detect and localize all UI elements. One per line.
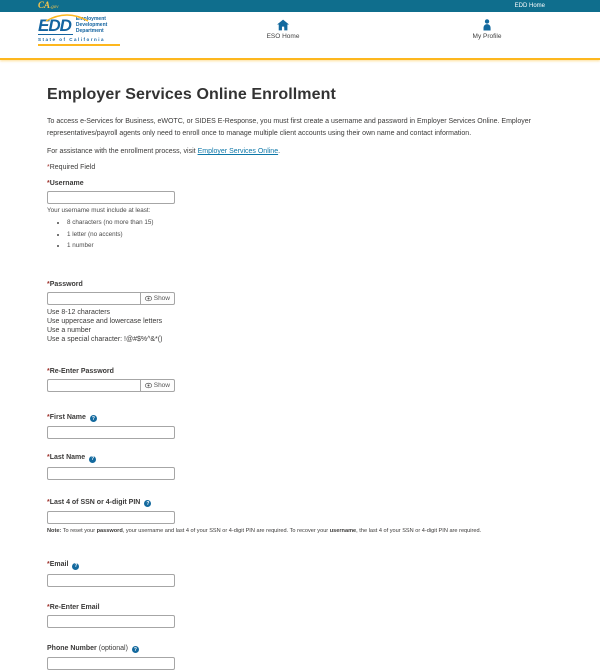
help-icon[interactable]: ?: [91, 456, 95, 463]
reenter-password-show-button[interactable]: [140, 379, 175, 392]
spacer: [47, 439, 560, 454]
nav-eso-home-label: ESO Home: [266, 33, 300, 40]
eye-icon: [145, 383, 152, 388]
required-field-label: Required Field: [49, 164, 96, 171]
page-title: Employer Services Online Enrollment: [47, 86, 336, 103]
help-icon[interactable]: ?: [74, 563, 78, 570]
ca-gov-logo-suffix: .gov: [50, 5, 59, 10]
required-marker: *: [47, 367, 50, 375]
reenter-password-label: [47, 368, 560, 375]
password-show-button[interactable]: [140, 292, 175, 305]
spacer: [47, 480, 560, 499]
password-hint-item: Use uppercase and lowercase letters: [47, 317, 163, 325]
email-label-text: Email: [49, 561, 69, 569]
ca-gov-logo-text: CA: [38, 0, 51, 10]
edd-logo-text: EDD: [38, 16, 71, 35]
password-label: [47, 281, 560, 288]
site-header: [0, 12, 600, 58]
username-hint-title: Your username must include at least:: [47, 207, 151, 214]
first-name-input[interactable]: [47, 426, 175, 439]
phone-optional-label: (optional): [98, 644, 128, 652]
phone-input[interactable]: [47, 657, 175, 670]
last-name-input[interactable]: [47, 467, 175, 480]
help-icon[interactable]: ?: [133, 646, 137, 653]
help-icon[interactable]: ?: [146, 500, 150, 507]
assistance-suffix: .: [278, 148, 281, 155]
spacer: [47, 345, 560, 368]
required-marker: *: [47, 454, 50, 462]
edd-dept-line2: Development: [75, 21, 108, 28]
intro-paragraph: To access e-Services for Business, eWOTC, or SIDES E-Response, you must first create a username and password in Employer Services Online. Employer representatives/payroll agents only need to enroll once to manage multiple client accounts using their own name and contact information.: [47, 118, 531, 137]
email-group: [47, 561, 560, 587]
reenter-password-field: [47, 379, 175, 392]
phone-label-text: Phone Number: [47, 644, 97, 652]
required-marker: *: [47, 180, 50, 187]
person-icon: [482, 19, 493, 31]
required-marker: *: [47, 413, 50, 421]
home-icon: [277, 19, 290, 31]
email-label: [47, 561, 560, 570]
first-name-group: [47, 414, 560, 440]
assistance-text: [47, 148, 560, 155]
help-icon[interactable]: ?: [91, 415, 95, 422]
main-content: [0, 60, 600, 670]
reenter-email-input[interactable]: [47, 615, 175, 628]
password-hint-item: Use 8-12 characters: [47, 308, 111, 316]
nav-my-profile[interactable]: [473, 19, 502, 40]
note-bold: Note:: [47, 528, 62, 535]
username-hint-item: • 1 number: [67, 242, 560, 249]
edd-logo[interactable]: [38, 17, 120, 46]
phone-label: [47, 645, 560, 654]
password-hints: [47, 308, 560, 345]
ssn-pin-label: [47, 499, 560, 508]
username-hint-item: • 8 characters (no more than 15): [67, 219, 560, 226]
nav-eso-home[interactable]: [267, 19, 300, 40]
required-marker: *: [47, 603, 50, 611]
utility-bar: [0, 0, 600, 12]
last-name-label: [47, 454, 560, 463]
required-marker: *: [47, 164, 50, 171]
required-marker: *: [47, 280, 50, 288]
password-hint-item: Use a special character: !@#$%^&*(): [47, 336, 163, 344]
nav-my-profile-label: My Profile: [472, 33, 502, 40]
password-show-label: Show: [153, 294, 170, 302]
edd-logo-tagline: State of California: [38, 37, 120, 46]
first-name-label: [47, 414, 560, 423]
reenter-password-label-text: Re-Enter Password: [49, 367, 114, 375]
spacer: [47, 254, 560, 281]
spacer: [47, 628, 560, 645]
password-input[interactable]: [47, 292, 140, 305]
reenter-email-label: [47, 604, 560, 611]
username-group: [47, 180, 560, 249]
ssn-pin-input[interactable]: [47, 511, 175, 524]
note-bold: username: [329, 528, 357, 535]
ssn-pin-label-text: Last 4 of SSN or 4-digit PIN: [49, 498, 141, 506]
password-field: [47, 292, 175, 305]
reenter-email-label-text: Re-Enter Email: [49, 603, 100, 611]
last-name-group: [47, 454, 560, 480]
username-input[interactable]: [47, 191, 175, 204]
assistance-prefix: For assistance with the enrollment process, visit: [47, 148, 198, 155]
email-input[interactable]: [47, 574, 175, 587]
note-bold: password: [96, 528, 123, 535]
ssn-pin-group: [47, 499, 560, 535]
password-label-text: Password: [49, 280, 83, 288]
employer-services-online-link[interactable]: Employer Services Online: [197, 148, 279, 155]
note-text: To reset your: [61, 528, 97, 535]
reenter-password-input[interactable]: [47, 379, 140, 392]
password-hint-item: Use a number: [47, 327, 91, 335]
first-name-label-text: First Name: [49, 413, 86, 421]
required-marker: *: [47, 498, 50, 506]
edd-home-link[interactable]: EDD Home: [514, 3, 545, 9]
edd-dept-line1: Employment: [75, 16, 106, 22]
phone-group: [47, 645, 560, 670]
reenter-password-show-label: Show: [153, 381, 170, 389]
spacer: [47, 392, 560, 414]
spacer: [47, 534, 560, 561]
required-marker: *: [47, 561, 50, 569]
reenter-password-group: [47, 368, 560, 392]
spacer: [47, 587, 560, 604]
username-label: [47, 180, 560, 187]
last-name-label-text: Last Name: [49, 454, 86, 462]
username-hint-item: • 1 letter (no accents): [67, 231, 560, 238]
eye-icon: [145, 296, 152, 301]
note-text: , the last 4 of your SSN or 4-digit PIN are required.: [356, 528, 482, 535]
logo-arc-decoration: [44, 13, 90, 21]
edd-dept-line3: Department: [75, 27, 104, 34]
password-group: [47, 281, 560, 345]
username-hint-list: [67, 219, 560, 249]
username-label-text: Username: [49, 180, 84, 187]
required-field-note: [47, 164, 560, 171]
reenter-email-group: [47, 604, 560, 628]
note-text: , your username and last 4 of your SSN or 4-digit PIN are required. To recover your: [122, 528, 330, 535]
